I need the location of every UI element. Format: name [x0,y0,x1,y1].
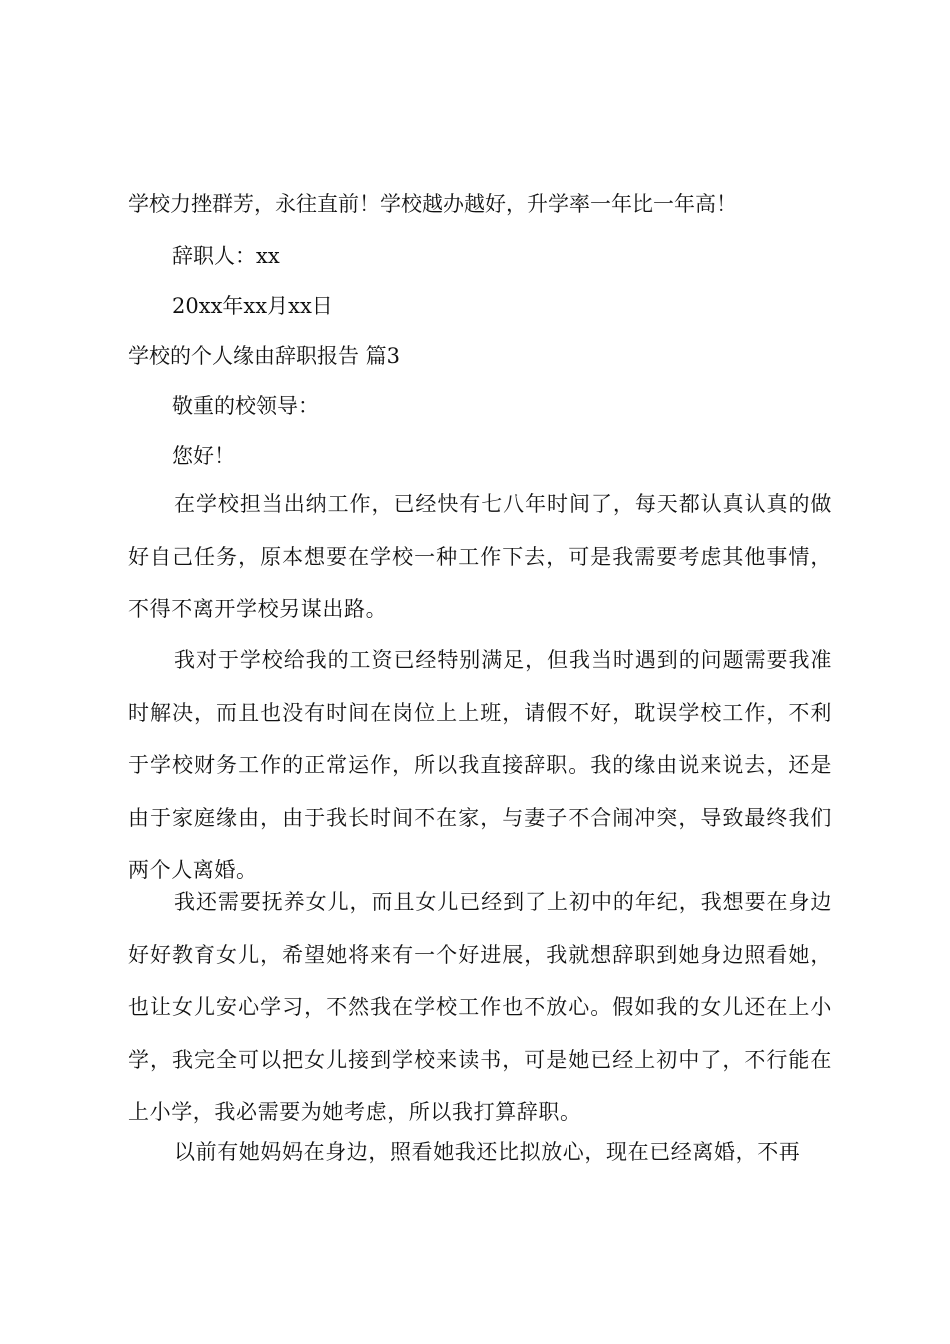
signatory-line: 辞职人：xx [172,244,280,268]
paragraph-4: 以前有她妈妈在身边，照看她我还比拟放心，现在已经离婚，不再 [174,1140,801,1164]
salutation: 敬重的校领导： [172,394,319,418]
paragraph-2: 我对于学校给我的工资已经特别满足，但我当时遇到的问题需要我准时解决，而且也没有时间在岗位上上班，请假不好，耽误学校工作，不利于学校财务工作的正常运作，所以我直接辞职。我的缘由说来说去，还是由于家庭缘由，由于我长时间不在家，与妻子不合闹冲突，导致最终我们两个人离婚。 [128,648,832,882]
date-line: 20xx年xx月xx日 [172,294,333,318]
paragraph-1: 在学校担当出纳工作，已经快有七八年时间了，每天都认真认真的做好自己任务，原本想要在学校一种工作下去，可是我需要考虑其他事情，不得不离开学校另谋出路。 [128,492,832,621]
closing-line: 学校力挫群芳，永往直前！学校越办越好，升学率一年比一年高！ [128,192,737,216]
section-title: 学校的个人缘由辞职报告 篇3 [128,344,401,368]
greeting: 您好！ [172,444,235,468]
paragraph-3: 我还需要抚养女儿，而且女儿已经到了上初中的年纪，我想要在身边好好教育女儿，希望她将来有一个好进展，我就想辞职到她身边照看她，也让女儿安心学习，不然我在学校工作也不放心。假如我的女儿还在上小学，我完全可以把女儿接到学校来读书，可是她已经上初中了，不行能在上小学，我必需要为她考虑，所以我打算辞职。 [128,890,832,1124]
